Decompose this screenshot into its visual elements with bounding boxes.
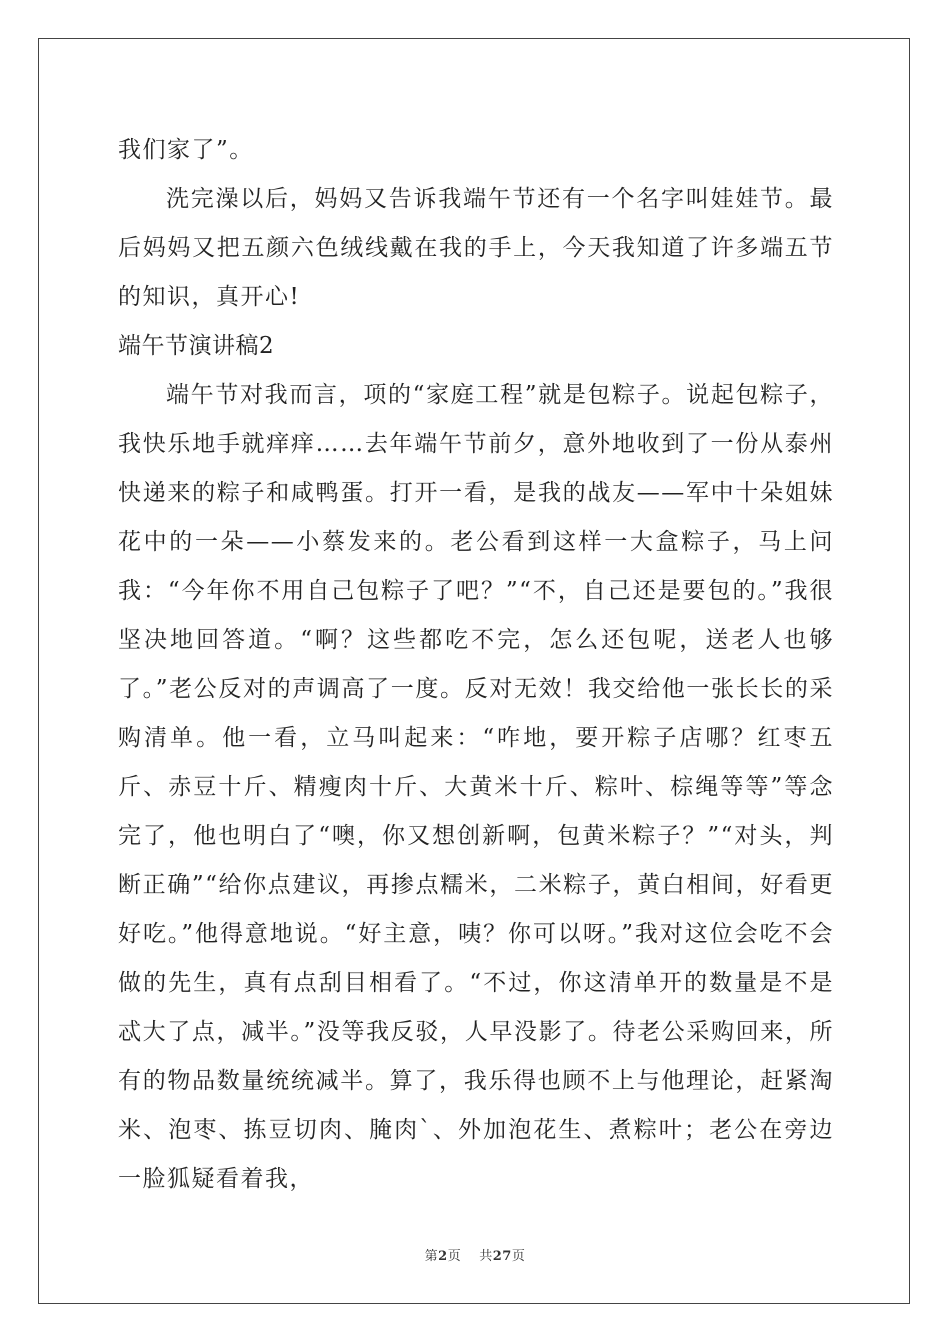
document-body	[118, 126, 834, 1204]
paragraph-bath: 洗完澡以后，妈妈又告诉我端午节还有一个名字叫娃娃节。最后妈妈又把五颜六色绒线戴在我的手上，今天我知道了许多端五节的知识，真开心!	[118, 186, 834, 310]
page-footer	[0, 1245, 950, 1264]
paragraph-continuation: 我们家了”。	[118, 137, 254, 163]
total-unit: 页	[511, 1249, 526, 1264]
total-pages: 27	[492, 1249, 512, 1264]
page-unit: 页	[447, 1249, 462, 1264]
page-number: 2	[438, 1249, 448, 1264]
section-heading: 端午节演讲稿2	[118, 333, 275, 359]
paragraph-zongzi: 端午节对我而言，项的“家庭工程”就是包粽子。说起包粽子，我快乐地手就痒痒……去年端午节前夕，意外地收到了一份从泰州快递来的粽子和咸鸭蛋。打开一看，是我的战友——军中十朵姐妹花中的一朵——小蔡发来的。老公看到这样一大盒粽子，马上问我：“今年你不用自己包粽子了吧？”“不，自己还是要包的。”我很坚决地回答道。“啊？这些都吃不完，怎么还包呢，送老人也够了。”老公反对的声调高了一度。反对无效！我交给他一张长长的采购清单。他一看，立马叫起来：“咋地，要开粽子店哪？红枣五斤、赤豆十斤、精瘦肉十斤、大黄米十斤、粽叶、棕绳等等”等念完了，他也明白了“噢，你又想创新啊，包黄米粽子？”“对头，判断正确”“给你点建议，再掺点糯米，二米粽子，黄白相间，好看更好吃。”他得意地说。“好主意，咦？你可以呀。”我对这位会吃不会做的先生，真有点刮目相看了。“不过，你这清单开的数量是不是忒大了点，减半。”没等我反驳，人早没影了。待老公采购回来，所有的物品数量统统减半。算了，我乐得也顾不上与他理论，赶紧淘米、泡枣、拣豆切肉、腌肉`、外加泡花生、煮粽叶；老公在旁边一脸狐疑看着我，	[118, 382, 834, 1192]
total-prefix: 共	[479, 1249, 493, 1264]
page-prefix: 第	[424, 1249, 439, 1264]
